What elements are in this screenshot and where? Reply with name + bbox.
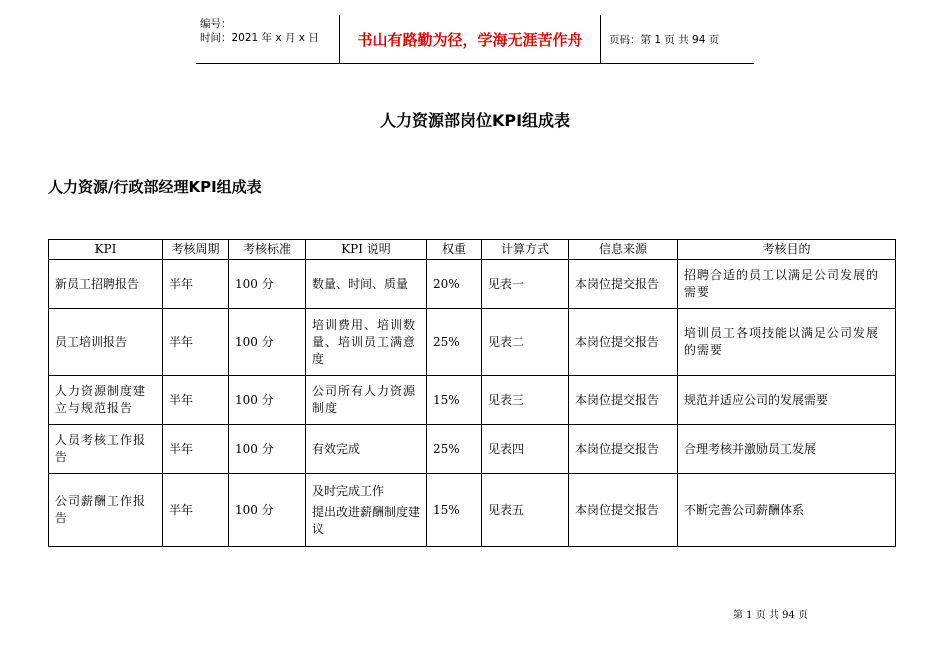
cell-description: [306, 425, 427, 474]
description-line: 公司所有人力资源制度: [312, 384, 417, 415]
column-header-purpose: 考核目的: [678, 240, 896, 260]
cell-weight: 20%: [427, 260, 482, 309]
column-header-calculation: 计算方式: [482, 240, 569, 260]
cell-calculation: 见表五: [482, 474, 569, 547]
column-header-standard: 考核标准: [229, 240, 306, 260]
cell-kpi: 人力资源制度建立与规范报告: [49, 376, 163, 425]
cell-period: 半年: [163, 376, 229, 425]
column-header-kpi: KPI: [49, 240, 163, 260]
cell-standard: 100 分: [229, 309, 306, 376]
cell-source: 本岗位提交报告: [569, 376, 678, 425]
cell-standard: 100 分: [229, 474, 306, 547]
table-row: [49, 474, 896, 547]
cell-weight: 15%: [427, 474, 482, 547]
cell-purpose: 培训员工各项技能以满足公司发展的需要: [678, 309, 896, 376]
cell-purpose: 合理考核并激励员工发展: [678, 425, 896, 474]
cell-period: 半年: [163, 425, 229, 474]
section-title: 人力资源/行政部经理KPI组成表: [48, 178, 262, 196]
cell-source: 本岗位提交报告: [569, 474, 678, 547]
cell-period: 半年: [163, 309, 229, 376]
description-line: 培训费用、培训数量、培训员工满意度: [312, 317, 417, 366]
header-time: 时间：2021 年 x 月 x 日: [200, 32, 319, 44]
cell-period: 半年: [163, 260, 229, 309]
column-header-source: 信息来源: [569, 240, 678, 260]
cell-calculation: 见表二: [482, 309, 569, 376]
cell-period: 半年: [163, 474, 229, 547]
cell-weight: 25%: [427, 425, 482, 474]
cell-standard: 100 分: [229, 260, 306, 309]
cell-description: [306, 309, 427, 376]
table-header-row: [49, 240, 896, 260]
header-motto: 书山有路勤为径，学海无涯苦作舟: [339, 15, 601, 63]
cell-calculation: 见表三: [482, 376, 569, 425]
header-number: 编号：: [200, 18, 232, 30]
cell-standard: 100 分: [229, 425, 306, 474]
description-line: 数量、时间、质量: [312, 276, 409, 291]
cell-kpi: 员工培训报告: [49, 309, 163, 376]
cell-purpose: 规范并适应公司的发展需要: [678, 376, 896, 425]
column-header-description: KPI 说明: [306, 240, 427, 260]
cell-weight: 15%: [427, 376, 482, 425]
document-title: 人力资源部岗位KPI组成表: [379, 111, 571, 130]
cell-calculation: 见表一: [482, 260, 569, 309]
cell-description: [306, 376, 427, 425]
cell-description: [306, 260, 427, 309]
description-line: 有效完成: [312, 441, 361, 456]
column-header-period: 考核周期: [163, 240, 229, 260]
cell-standard: 100 分: [229, 376, 306, 425]
page-header: [196, 15, 754, 64]
cell-weight: 25%: [427, 309, 482, 376]
description-line: 提出改进薪酬制度建议: [312, 504, 421, 536]
kpi-table: [48, 239, 896, 547]
cell-purpose: 不断完善公司薪酬体系: [678, 474, 896, 547]
cell-source: 本岗位提交报告: [569, 309, 678, 376]
table-row: [49, 376, 896, 425]
table-row: [49, 309, 896, 376]
cell-kpi: 人员考核工作报告: [49, 425, 163, 474]
cell-description: [306, 474, 427, 547]
table-row: [49, 425, 896, 474]
column-header-weight: 权重: [427, 240, 482, 260]
description-line: 及时完成工作: [312, 483, 385, 498]
cell-purpose: 招聘合适的员工以满足公司发展的需要: [678, 260, 896, 309]
cell-kpi: 公司薪酬工作报告: [49, 474, 163, 547]
cell-calculation: 见表四: [482, 425, 569, 474]
page-footer: 第 1 页 共 94 页: [733, 610, 808, 621]
header-page-info: 页码：第 1 页 共 94 页: [609, 33, 720, 46]
header-meta: [196, 15, 339, 63]
cell-source: 本岗位提交报告: [569, 260, 678, 309]
cell-kpi: 新员工招聘报告: [49, 260, 163, 309]
cell-source: 本岗位提交报告: [569, 425, 678, 474]
table-row: [49, 260, 896, 309]
